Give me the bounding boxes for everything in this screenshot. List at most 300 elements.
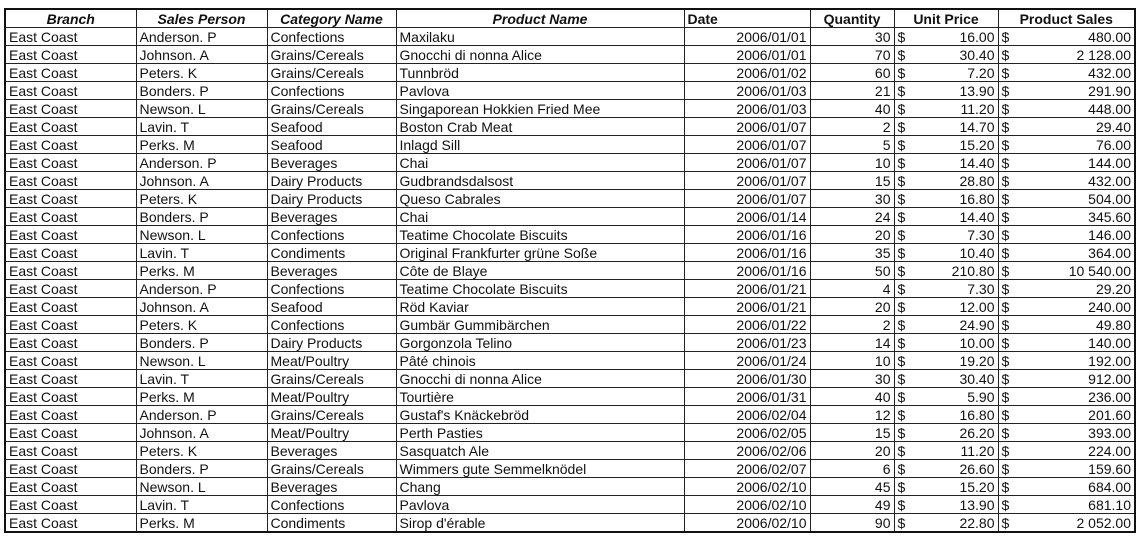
- cell-category: Seafood: [267, 118, 396, 136]
- cell-product-sales: [998, 28, 1135, 46]
- currency-symbol: $: [897, 118, 906, 135]
- cell-sales-person: Anderson. P: [136, 154, 267, 172]
- currency-symbol: $: [897, 496, 906, 513]
- cell-product-sales: [998, 370, 1135, 388]
- header-branch: Branch: [5, 9, 136, 28]
- cell-branch: East Coast: [5, 370, 136, 388]
- cell-quantity: 2: [810, 118, 894, 136]
- product-sales-value: 146.00: [1088, 226, 1131, 243]
- cell-category: Confections: [267, 280, 396, 298]
- cell-quantity: 10: [810, 154, 894, 172]
- unit-price-value: 16.00: [959, 28, 995, 45]
- cell-category: Beverages: [267, 154, 396, 172]
- cell-quantity: 60: [810, 64, 894, 82]
- cell-quantity: 12: [810, 406, 894, 424]
- cell-product: Gnocchi di nonna Alice: [396, 46, 684, 64]
- cell-product: Chai: [396, 154, 684, 172]
- table-row: [5, 424, 1135, 442]
- cell-sales-person: Johnson. A: [136, 424, 267, 442]
- table-row: [5, 28, 1135, 46]
- cell-unit-price: [894, 262, 998, 280]
- currency-symbol: $: [897, 208, 906, 225]
- cell-sales-person: Peters. K: [136, 64, 267, 82]
- cell-sales-person: Lavin. T: [136, 118, 267, 136]
- cell-sales-person: Lavin. T: [136, 370, 267, 388]
- currency-symbol: $: [1001, 370, 1010, 387]
- cell-category: Dairy Products: [267, 334, 396, 352]
- cell-quantity: 40: [810, 100, 894, 118]
- cell-product-sales: [998, 514, 1135, 533]
- cell-branch: East Coast: [5, 208, 136, 226]
- cell-date: 2006/01/03: [684, 82, 810, 100]
- cell-date: 2006/01/31: [684, 388, 810, 406]
- cell-date: 2006/01/07: [684, 154, 810, 172]
- product-sales-value: 432.00: [1088, 64, 1131, 81]
- product-sales-value: 224.00: [1088, 442, 1131, 459]
- cell-product: Pavlova: [396, 82, 684, 100]
- cell-branch: East Coast: [5, 442, 136, 460]
- cell-category: Confections: [267, 28, 396, 46]
- table-body: [5, 28, 1135, 533]
- unit-price-value: 13.90: [959, 496, 995, 513]
- unit-price-value: 12.00: [959, 298, 995, 315]
- currency-symbol: $: [1001, 424, 1010, 441]
- cell-quantity: 14: [810, 334, 894, 352]
- cell-unit-price: [894, 370, 998, 388]
- product-sales-value: 504.00: [1088, 190, 1131, 207]
- cell-quantity: 30: [810, 28, 894, 46]
- cell-product: Teatime Chocolate Biscuits: [396, 226, 684, 244]
- table-row: [5, 244, 1135, 262]
- cell-date: 2006/01/07: [684, 118, 810, 136]
- header-unit-price: Unit Price: [894, 9, 998, 28]
- cell-branch: East Coast: [5, 226, 136, 244]
- cell-sales-person: Bonders. P: [136, 208, 267, 226]
- table-row: [5, 280, 1135, 298]
- table-row: [5, 262, 1135, 280]
- cell-category: Grains/Cereals: [267, 460, 396, 478]
- unit-price-value: 16.80: [959, 406, 995, 423]
- cell-quantity: 30: [810, 190, 894, 208]
- currency-symbol: $: [897, 424, 906, 441]
- currency-symbol: $: [1001, 280, 1010, 297]
- cell-category: Condiments: [267, 514, 396, 533]
- cell-unit-price: [894, 460, 998, 478]
- cell-category: Confections: [267, 316, 396, 334]
- cell-sales-person: Anderson. P: [136, 280, 267, 298]
- product-sales-value: 681.10: [1088, 496, 1131, 513]
- currency-symbol: $: [1001, 262, 1010, 279]
- cell-category: Meat/Poultry: [267, 388, 396, 406]
- unit-price-value: 22.80: [959, 514, 995, 531]
- sales-table: [4, 8, 1136, 533]
- cell-category: Beverages: [267, 478, 396, 496]
- cell-sales-person: Anderson. P: [136, 406, 267, 424]
- unit-price-value: 15.20: [959, 478, 995, 495]
- currency-symbol: $: [1001, 226, 1010, 243]
- cell-branch: East Coast: [5, 334, 136, 352]
- cell-category: Confections: [267, 496, 396, 514]
- table-row: [5, 100, 1135, 118]
- product-sales-value: 10 540.00: [1068, 262, 1131, 279]
- cell-product: Wimmers gute Semmelknödel: [396, 460, 684, 478]
- unit-price-value: 28.80: [959, 172, 995, 189]
- cell-product-sales: [998, 442, 1135, 460]
- cell-unit-price: [894, 388, 998, 406]
- currency-symbol: $: [1001, 118, 1010, 135]
- cell-sales-person: Perks. M: [136, 514, 267, 533]
- cell-unit-price: [894, 478, 998, 496]
- cell-branch: East Coast: [5, 64, 136, 82]
- currency-symbol: $: [897, 46, 906, 63]
- product-sales-value: 140.00: [1088, 334, 1131, 351]
- cell-branch: East Coast: [5, 100, 136, 118]
- product-sales-value: 912.00: [1088, 370, 1131, 387]
- cell-branch: East Coast: [5, 406, 136, 424]
- cell-unit-price: [894, 496, 998, 514]
- unit-price-value: 14.40: [959, 154, 995, 171]
- product-sales-value: 29.20: [1095, 280, 1131, 297]
- cell-product: Original Frankfurter grüne Soße: [396, 244, 684, 262]
- currency-symbol: $: [1001, 388, 1010, 405]
- cell-branch: East Coast: [5, 82, 136, 100]
- cell-unit-price: [894, 64, 998, 82]
- cell-product-sales: [998, 298, 1135, 316]
- currency-symbol: $: [1001, 316, 1010, 333]
- table-row: [5, 64, 1135, 82]
- currency-symbol: $: [1001, 190, 1010, 207]
- table-row: [5, 514, 1135, 533]
- cell-product: Gnocchi di nonna Alice: [396, 370, 684, 388]
- cell-sales-person: Johnson. A: [136, 172, 267, 190]
- table-row: [5, 352, 1135, 370]
- cell-sales-person: Newson. L: [136, 100, 267, 118]
- cell-quantity: 4: [810, 280, 894, 298]
- cell-unit-price: [894, 46, 998, 64]
- cell-product: Gumbär Gummibärchen: [396, 316, 684, 334]
- table-row: [5, 478, 1135, 496]
- cell-product: Chang: [396, 478, 684, 496]
- cell-sales-person: Peters. K: [136, 190, 267, 208]
- cell-quantity: 50: [810, 262, 894, 280]
- cell-unit-price: [894, 136, 998, 154]
- cell-quantity: 70: [810, 46, 894, 64]
- cell-date: 2006/01/23: [684, 334, 810, 352]
- cell-category: Grains/Cereals: [267, 46, 396, 64]
- cell-branch: East Coast: [5, 298, 136, 316]
- currency-symbol: $: [897, 478, 906, 495]
- cell-product-sales: [998, 190, 1135, 208]
- product-sales-value: 2 128.00: [1076, 46, 1131, 63]
- cell-product-sales: [998, 406, 1135, 424]
- cell-category: Beverages: [267, 442, 396, 460]
- cell-branch: East Coast: [5, 190, 136, 208]
- header-quantity: Quantity: [810, 9, 894, 28]
- product-sales-value: 364.00: [1088, 244, 1131, 261]
- cell-product: Boston Crab Meat: [396, 118, 684, 136]
- cell-date: 2006/02/10: [684, 478, 810, 496]
- table-row: [5, 442, 1135, 460]
- cell-unit-price: [894, 154, 998, 172]
- cell-date: 2006/02/04: [684, 406, 810, 424]
- cell-date: 2006/02/07: [684, 460, 810, 478]
- cell-product: Pâté chinois: [396, 352, 684, 370]
- table-row: [5, 172, 1135, 190]
- cell-date: 2006/02/05: [684, 424, 810, 442]
- cell-product: Perth Pasties: [396, 424, 684, 442]
- cell-product: Queso Cabrales: [396, 190, 684, 208]
- currency-symbol: $: [897, 226, 906, 243]
- currency-symbol: $: [897, 262, 906, 279]
- cell-product: Maxilaku: [396, 28, 684, 46]
- header-product-sales: Product Sales: [998, 9, 1135, 28]
- cell-product: Singaporean Hokkien Fried Mee: [396, 100, 684, 118]
- unit-price-value: 16.80: [959, 190, 995, 207]
- table-row: [5, 46, 1135, 64]
- currency-symbol: $: [1001, 46, 1010, 63]
- product-sales-value: 480.00: [1088, 28, 1131, 45]
- currency-symbol: $: [897, 172, 906, 189]
- cell-sales-person: Perks. M: [136, 388, 267, 406]
- product-sales-value: 49.80: [1095, 316, 1131, 333]
- currency-symbol: $: [1001, 406, 1010, 423]
- cell-date: 2006/01/22: [684, 316, 810, 334]
- table-row: [5, 316, 1135, 334]
- unit-price-value: 24.90: [959, 316, 995, 333]
- cell-date: 2006/01/02: [684, 64, 810, 82]
- unit-price-value: 26.20: [959, 424, 995, 441]
- table-row: [5, 334, 1135, 352]
- cell-unit-price: [894, 226, 998, 244]
- currency-symbol: $: [1001, 460, 1010, 477]
- header-sales-person: Sales Person: [136, 9, 267, 28]
- table-row: [5, 226, 1135, 244]
- cell-product: Teatime Chocolate Biscuits: [396, 280, 684, 298]
- cell-product-sales: [998, 478, 1135, 496]
- cell-unit-price: [894, 316, 998, 334]
- currency-symbol: $: [1001, 478, 1010, 495]
- cell-product-sales: [998, 100, 1135, 118]
- cell-product: Pavlova: [396, 496, 684, 514]
- currency-symbol: $: [897, 370, 906, 387]
- cell-category: Beverages: [267, 208, 396, 226]
- cell-date: 2006/01/14: [684, 208, 810, 226]
- cell-date: 2006/01/07: [684, 172, 810, 190]
- currency-symbol: $: [897, 136, 906, 153]
- cell-date: 2006/01/21: [684, 280, 810, 298]
- currency-symbol: $: [897, 334, 906, 351]
- cell-product-sales: [998, 352, 1135, 370]
- currency-symbol: $: [1001, 334, 1010, 351]
- header-product-name: Product Name: [396, 9, 684, 28]
- cell-branch: East Coast: [5, 46, 136, 64]
- cell-quantity: 15: [810, 172, 894, 190]
- unit-price-value: 14.40: [959, 208, 995, 225]
- cell-product-sales: [998, 208, 1135, 226]
- header-row: [5, 9, 1135, 28]
- cell-category: Seafood: [267, 136, 396, 154]
- cell-product-sales: [998, 316, 1135, 334]
- product-sales-value: 448.00: [1088, 100, 1131, 117]
- cell-date: 2006/02/06: [684, 442, 810, 460]
- currency-symbol: $: [897, 388, 906, 405]
- cell-unit-price: [894, 442, 998, 460]
- cell-product: Tourtière: [396, 388, 684, 406]
- unit-price-value: 30.40: [959, 370, 995, 387]
- currency-symbol: $: [1001, 154, 1010, 171]
- cell-quantity: 30: [810, 370, 894, 388]
- cell-branch: East Coast: [5, 388, 136, 406]
- cell-sales-person: Perks. M: [136, 136, 267, 154]
- product-sales-value: 684.00: [1088, 478, 1131, 495]
- unit-price-value: 10.00: [959, 334, 995, 351]
- cell-unit-price: [894, 514, 998, 533]
- currency-symbol: $: [1001, 442, 1010, 459]
- unit-price-value: 7.30: [967, 280, 995, 297]
- table-row: [5, 154, 1135, 172]
- cell-quantity: 2: [810, 316, 894, 334]
- header-date: Date: [684, 9, 810, 28]
- cell-product-sales: [998, 64, 1135, 82]
- cell-product-sales: [998, 226, 1135, 244]
- cell-branch: East Coast: [5, 244, 136, 262]
- cell-date: 2006/01/03: [684, 100, 810, 118]
- cell-product: Gudbrandsdalsost: [396, 172, 684, 190]
- cell-quantity: 45: [810, 478, 894, 496]
- cell-sales-person: Johnson. A: [136, 298, 267, 316]
- currency-symbol: $: [897, 352, 906, 369]
- unit-price-value: 7.30: [967, 226, 995, 243]
- cell-product-sales: [998, 46, 1135, 64]
- cell-date: 2006/02/10: [684, 496, 810, 514]
- currency-symbol: $: [897, 64, 906, 81]
- cell-product-sales: [998, 136, 1135, 154]
- cell-product: Chai: [396, 208, 684, 226]
- cell-unit-price: [894, 334, 998, 352]
- product-sales-value: 236.00: [1088, 388, 1131, 405]
- table-row: [5, 388, 1135, 406]
- cell-product-sales: [998, 172, 1135, 190]
- cell-category: Grains/Cereals: [267, 406, 396, 424]
- header-category-name: Category Name: [267, 9, 396, 28]
- cell-quantity: 21: [810, 82, 894, 100]
- cell-product: Côte de Blaye: [396, 262, 684, 280]
- currency-symbol: $: [897, 244, 906, 261]
- cell-unit-price: [894, 190, 998, 208]
- cell-sales-person: Newson. L: [136, 478, 267, 496]
- cell-category: Dairy Products: [267, 172, 396, 190]
- cell-unit-price: [894, 208, 998, 226]
- currency-symbol: $: [897, 442, 906, 459]
- product-sales-value: 393.00: [1088, 424, 1131, 441]
- cell-date: 2006/02/10: [684, 514, 810, 533]
- cell-branch: East Coast: [5, 496, 136, 514]
- cell-sales-person: Newson. L: [136, 352, 267, 370]
- cell-branch: East Coast: [5, 460, 136, 478]
- cell-unit-price: [894, 172, 998, 190]
- cell-sales-person: Newson. L: [136, 226, 267, 244]
- cell-sales-person: Bonders. P: [136, 82, 267, 100]
- cell-date: 2006/01/24: [684, 352, 810, 370]
- unit-price-value: 19.20: [959, 352, 995, 369]
- unit-price-value: 210.80: [951, 262, 995, 279]
- cell-quantity: 90: [810, 514, 894, 533]
- cell-unit-price: [894, 82, 998, 100]
- unit-price-value: 26.60: [959, 460, 995, 477]
- currency-symbol: $: [897, 514, 906, 531]
- product-sales-value: 201.60: [1088, 406, 1131, 423]
- unit-price-value: 11.20: [960, 100, 995, 117]
- cell-branch: East Coast: [5, 316, 136, 334]
- cell-branch: East Coast: [5, 172, 136, 190]
- table-row: [5, 496, 1135, 514]
- unit-price-value: 13.90: [959, 82, 995, 99]
- cell-unit-price: [894, 406, 998, 424]
- unit-price-value: 10.40: [959, 244, 995, 261]
- cell-sales-person: Johnson. A: [136, 46, 267, 64]
- currency-symbol: $: [897, 154, 906, 171]
- cell-date: 2006/01/01: [684, 46, 810, 64]
- cell-category: Seafood: [267, 298, 396, 316]
- cell-category: Beverages: [267, 262, 396, 280]
- cell-branch: East Coast: [5, 280, 136, 298]
- table-row: [5, 460, 1135, 478]
- cell-date: 2006/01/07: [684, 136, 810, 154]
- cell-category: Confections: [267, 82, 396, 100]
- cell-product-sales: [998, 460, 1135, 478]
- table-row: [5, 406, 1135, 424]
- unit-price-value: 7.20: [967, 64, 995, 81]
- cell-product-sales: [998, 118, 1135, 136]
- product-sales-value: 240.00: [1088, 298, 1131, 315]
- cell-unit-price: [894, 424, 998, 442]
- cell-quantity: 20: [810, 298, 894, 316]
- cell-category: Meat/Poultry: [267, 352, 396, 370]
- product-sales-value: 2 052.00: [1076, 514, 1131, 531]
- cell-quantity: 40: [810, 388, 894, 406]
- unit-price-value: 14.70: [959, 118, 995, 135]
- cell-date: 2006/01/16: [684, 262, 810, 280]
- cell-quantity: 35: [810, 244, 894, 262]
- currency-symbol: $: [1001, 496, 1010, 513]
- unit-price-value: 5.90: [967, 388, 995, 405]
- cell-product: Tunnbröd: [396, 64, 684, 82]
- cell-product: Gorgonzola Telino: [396, 334, 684, 352]
- currency-symbol: $: [897, 406, 906, 423]
- cell-product-sales: [998, 262, 1135, 280]
- cell-product: Gustaf's Knäckebröd: [396, 406, 684, 424]
- cell-product-sales: [998, 496, 1135, 514]
- currency-symbol: $: [1001, 514, 1010, 531]
- cell-category: Grains/Cereals: [267, 100, 396, 118]
- cell-product-sales: [998, 82, 1135, 100]
- currency-symbol: $: [1001, 244, 1010, 261]
- cell-unit-price: [894, 244, 998, 262]
- cell-unit-price: [894, 28, 998, 46]
- cell-sales-person: Bonders. P: [136, 334, 267, 352]
- cell-branch: East Coast: [5, 424, 136, 442]
- currency-symbol: $: [897, 82, 906, 99]
- product-sales-value: 432.00: [1088, 172, 1131, 189]
- cell-product-sales: [998, 280, 1135, 298]
- currency-symbol: $: [897, 28, 906, 45]
- cell-category: Confections: [267, 226, 396, 244]
- cell-sales-person: Lavin. T: [136, 496, 267, 514]
- cell-quantity: 6: [810, 460, 894, 478]
- product-sales-value: 76.00: [1095, 136, 1131, 153]
- cell-category: Dairy Products: [267, 190, 396, 208]
- currency-symbol: $: [1001, 352, 1010, 369]
